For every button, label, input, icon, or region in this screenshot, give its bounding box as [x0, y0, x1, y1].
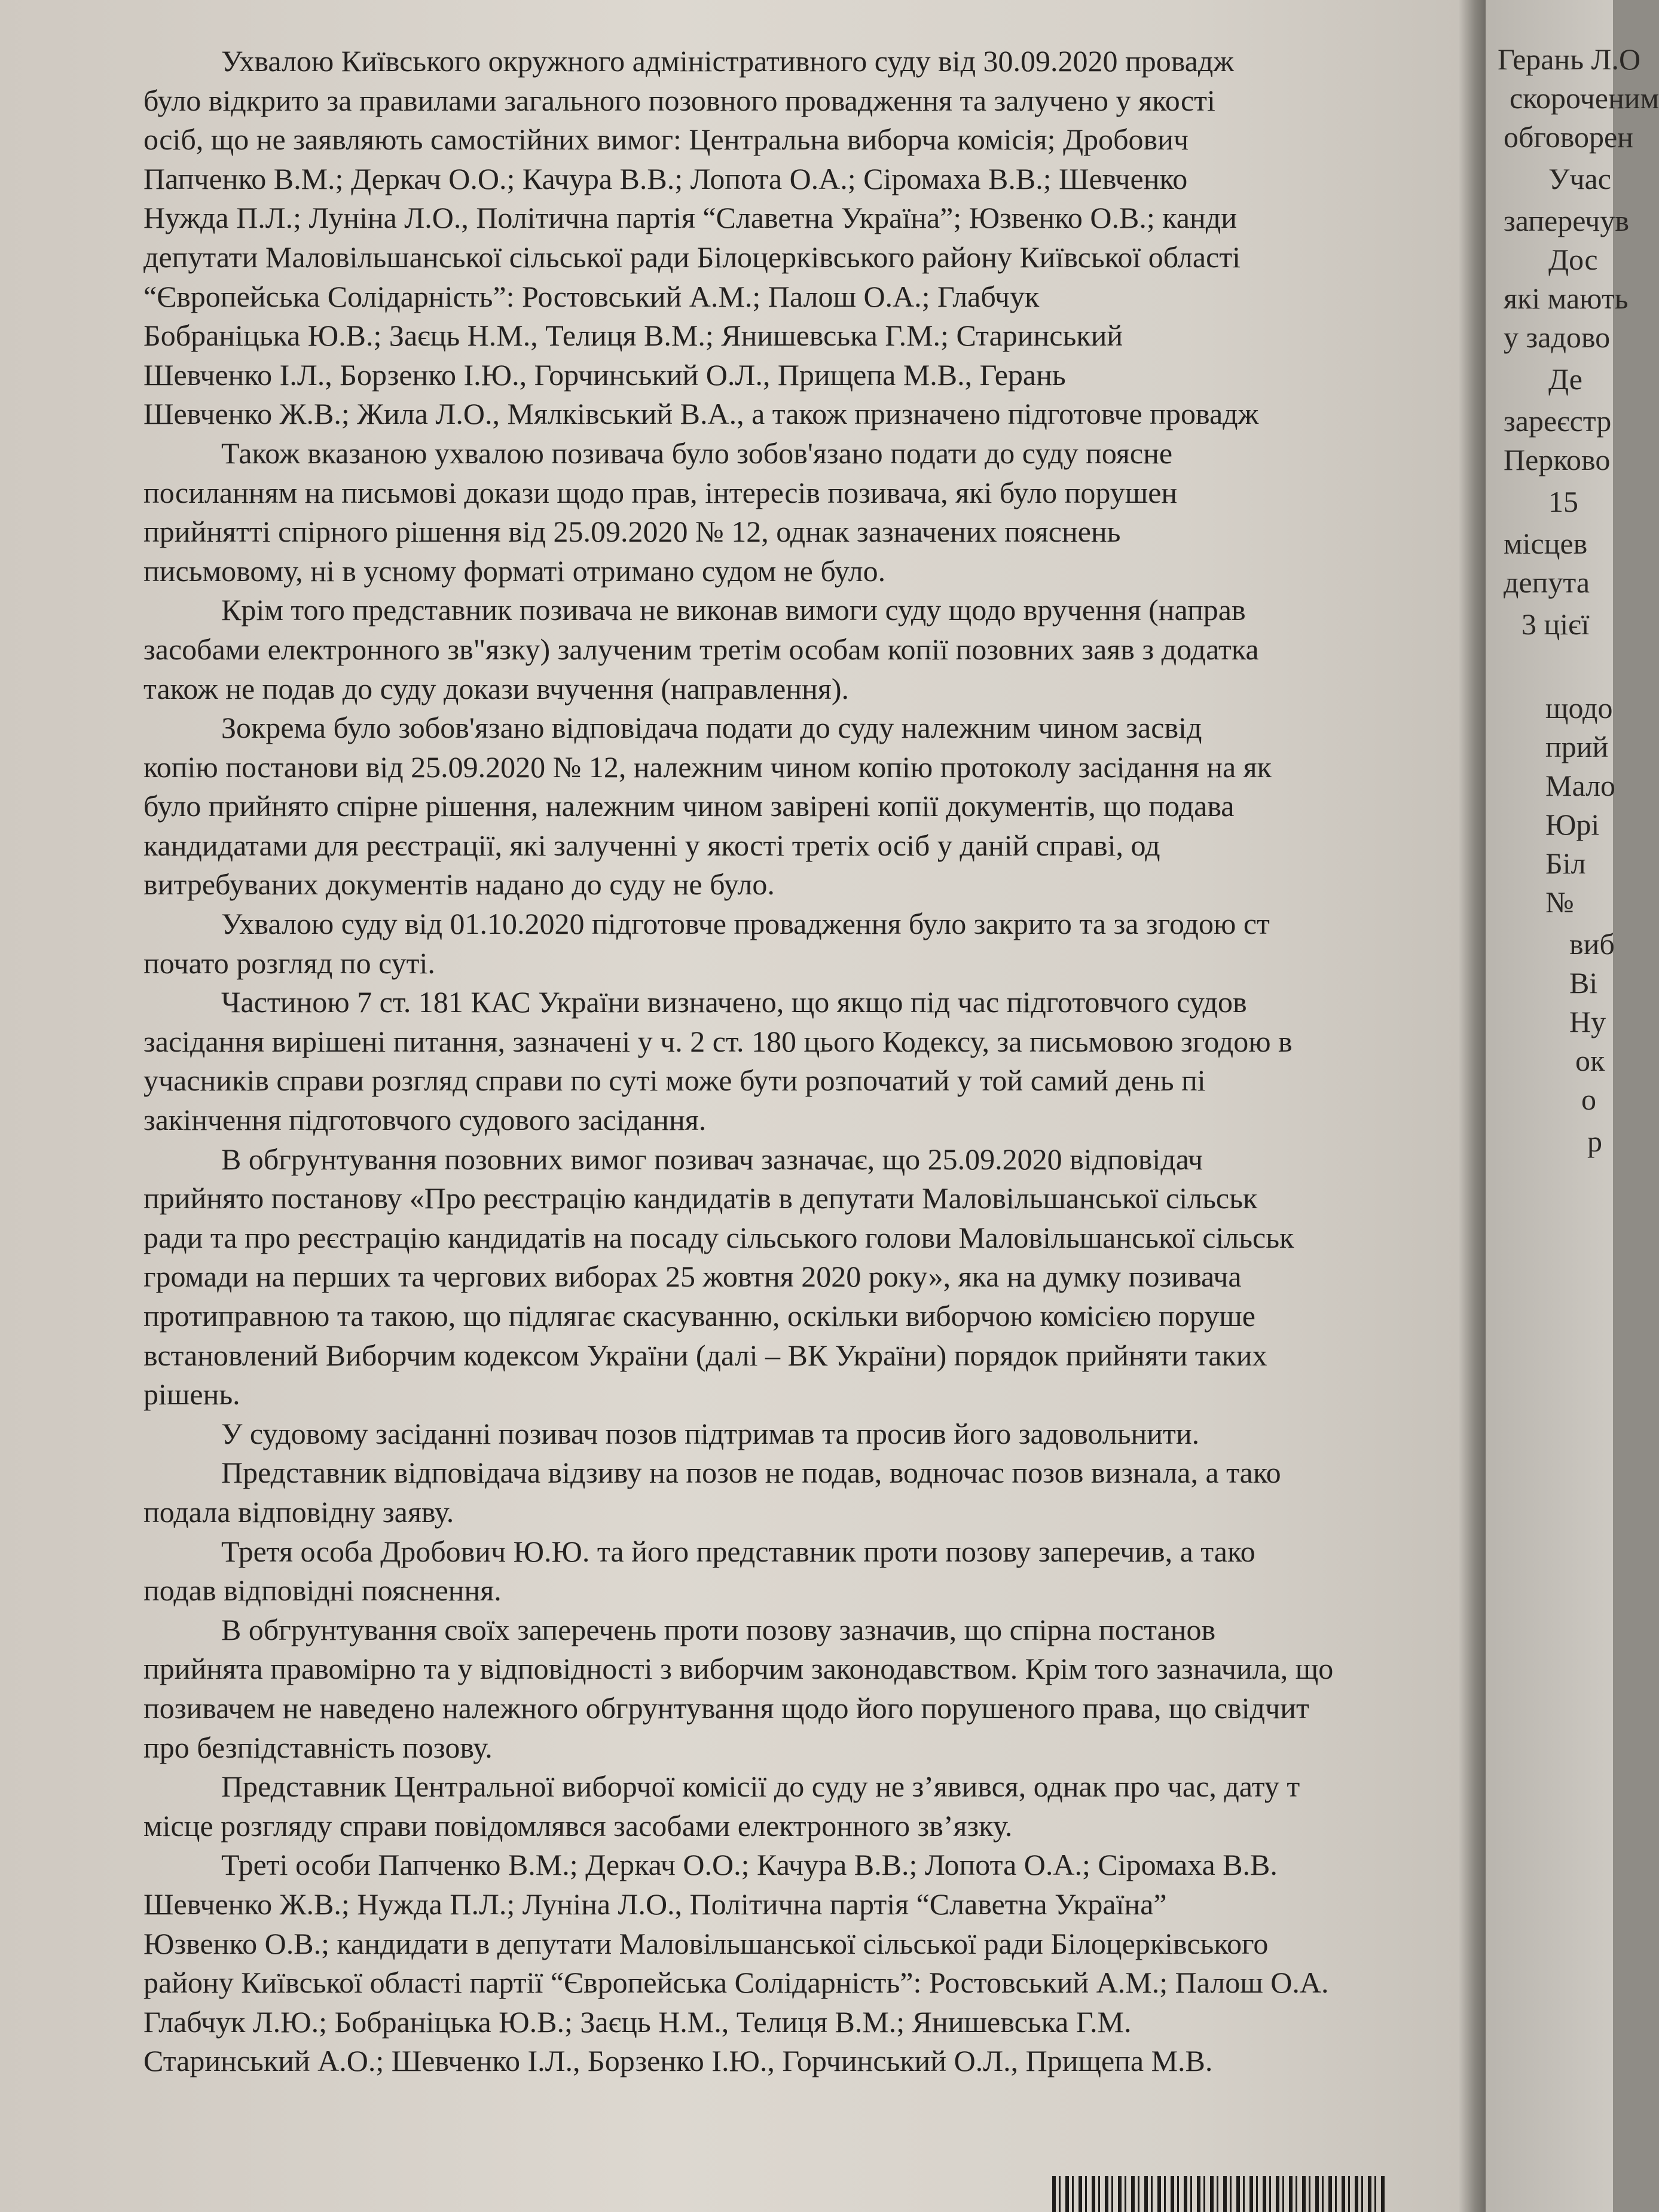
adjacent-page-fragment: щодо [1545, 691, 1613, 725]
adjacent-page-fragment: заперечув [1504, 204, 1629, 237]
adjacent-page-fragment: виб [1569, 927, 1615, 961]
paragraph-line: протиправною та такою, що підлягає скасуванню, оскільки виборчою комісією поруше [143, 1299, 1255, 1333]
paragraph-line: В обгрунтування позовних вимог позивач зазначає, що 25.09.2020 відповідач [221, 1142, 1203, 1176]
paragraph-line: копію постанови від 25.09.2020 № 12, належним чином копію протоколу засідання на як [143, 750, 1272, 784]
paragraph-line: району Київської області партії “Європейська Солідарність”: Ростовський А.М.; Палош О.А. [143, 1966, 1329, 2000]
adjacent-page-fragment: 3 цієї [1521, 607, 1590, 641]
paragraph-line: про безпідставність позову. [143, 1730, 493, 1764]
paragraph-line: встановлений Виборчим кодексом України (далі – ВК України) порядок прийняти таких [143, 1338, 1267, 1372]
adjacent-page-fragment: о [1581, 1083, 1596, 1116]
paragraph-line: учасників справи розгляд справи по суті може бути розпочатий у той самий день пі [143, 1064, 1206, 1098]
paragraph-line: закінчення підготовчого судового засідання. [143, 1103, 707, 1137]
adjacent-page-fragment: Ві [1569, 966, 1598, 1000]
paragraph-line: громади на перших та чергових виборах 25 жовтня 2020 року», яка на думку позивача [143, 1260, 1242, 1294]
paragraph-line: Бобраніцька Ю.В.; Заєць Н.М., Телиця В.М.; Янишевська Г.М.; Старинський [143, 319, 1123, 353]
paragraph-line: Юзвенко О.В.; кандидати в депутати Маловільшанської сільської ради Білоцерківського [143, 1926, 1269, 1960]
adjacent-page-fragment: Юрі [1545, 808, 1600, 841]
paragraph-line: Глабчук Л.Ю.; Бобраніцька Ю.В.; Заєць Н.М., Телиця В.М.; Янишевська Г.М. [143, 2005, 1132, 2039]
paragraph-line: прийнятті спірного рішення від 25.09.2020 № 12, однак зазначених пояснень [143, 515, 1121, 549]
paragraph-line: Треті особи Папченко В.М.; Деркач О.О.; Качура В.В.; Лопота О.А.; Сіромаха В.В. [221, 1848, 1278, 1882]
paragraph-line: позивачем не наведено належного обгрунтування щодо його порушеного права, що свідчит [143, 1691, 1309, 1725]
paragraph-line: В обгрунтування своїх заперечень проти позову зазначив, що спірна постанов [221, 1612, 1216, 1646]
page-gutter-shadow [1459, 0, 1486, 2212]
paragraph-line: осіб, що не заявляють самостійних вимог: Центральна виборча комісія; Дробович [143, 123, 1189, 157]
adjacent-page-fragment: Ну [1569, 1005, 1606, 1038]
adjacent-page-fragment: Де [1548, 362, 1582, 396]
paragraph-line: Третя особа Дробович Ю.Ю. та його представник проти позову заперечив, а тако [221, 1534, 1255, 1568]
paragraph-line: Шевченко Ж.В.; Нужда П.Л.; Луніна Л.О., Політична партія “Славетна Україна” [143, 1887, 1167, 1921]
paragraph-line: прийнята правомірно та у відповідності з виборчим законодавством. Крім того зазначила, що [143, 1652, 1334, 1686]
paragraph-line: Шевченко І.Л., Борзенко І.Ю., Горчинський О.Л., Прищепа М.В., Герань [143, 358, 1066, 392]
adjacent-page-fragment: ок [1575, 1044, 1605, 1077]
adjacent-page-fragment: Герань Л.О [1498, 42, 1641, 76]
paragraph-line: посиланням на письмові докази щодо прав, інтересів позивача, які було порушен [143, 475, 1178, 509]
adjacent-page-fragment: Перково [1504, 443, 1611, 476]
paragraph-line: депутати Маловільшанської сільської ради Білоцерківського району Київської області [143, 240, 1241, 274]
paragraph-line: письмовому, ні в усному форматі отримано судом не було. [143, 554, 886, 588]
paragraph-line: “Європейська Солідарність”: Ростовський А.М.; Палош О.А.; Глабчук [143, 279, 1040, 313]
adjacent-page-fragment: які мають [1504, 282, 1629, 315]
paragraph-line: місце розгляду справи повідомлявся засобами електронного зв’язку. [143, 1808, 1013, 1843]
adjacent-page-fragment: Дос [1548, 243, 1598, 276]
adjacent-page-fragment: депута [1504, 566, 1590, 599]
paragraph-line: У судовому засіданні позивач позов підтримав та просив його задовольнити. [221, 1416, 1200, 1450]
paragraph-line: ради та про реєстрацію кандидатів на посаду сільського голови Маловільшанської сільськ [143, 1220, 1294, 1254]
paragraph-line: Старинський А.О.; Шевченко І.Л., Борзенко І.Ю., Горчинський О.Л., Прищепа М.В. [143, 2044, 1213, 2078]
adjacent-page-fragment: Біл [1545, 847, 1586, 880]
adjacent-page-fragment: скороченим [1510, 81, 1659, 115]
barcode [1052, 2176, 1387, 2212]
paragraph-line: кандидатами для реєстрації, які залученні у якості третіх осіб у даній справі, од [143, 828, 1160, 862]
adjacent-page-fragment: 15 [1548, 485, 1578, 518]
adjacent-page-fragment: Учас [1548, 162, 1611, 195]
paragraph-line: Частиною 7 ст. 181 КАС України визначено, що якщо під час підготовчого судов [221, 985, 1247, 1019]
paragraph-line: Нужда П.Л.; Луніна Л.О., Політична партія “Славетна Україна”; Юзвенко О.В.; канди [143, 201, 1237, 235]
paragraph-line: Представник відповідача відзиву на позов не подав, водночас позов визнала, а тако [221, 1456, 1281, 1490]
paragraph-line: засідання вирішені питання, зазначені у ч. 2 ст. 180 цього Кодексу, за письмовою згодою в [143, 1024, 1293, 1058]
paragraph-line: Шевченко Ж.В.; Жила Л.О., Мялківський В.А., а також призначено підготовче провадж [143, 397, 1259, 431]
adjacent-page-fragment: Мало [1545, 769, 1616, 802]
adjacent-page-fragment: зареєстр [1504, 404, 1612, 438]
paragraph-line: також не подав до суду докази вчучення (направлення). [143, 671, 850, 705]
adjacent-page-fragment: обговорен [1504, 120, 1633, 154]
paragraph-line: витребуваних документів надано до суду не було. [143, 867, 775, 902]
paragraph-line: Представник Центральної виборчої комісії до суду не з’явився, однак про час, дату т [221, 1770, 1300, 1804]
paragraph-line: було відкрито за правилами загального позовного провадження та залучено у якості [143, 83, 1215, 117]
paragraph-line: Також вказаною ухвалою позивача було зобов'язано подати до суду поясне [221, 436, 1173, 470]
document-body [143, 42, 1459, 2081]
paragraph-line: засобами електронного зв"язку) залученим третім особам копії позовних заяв з додатка [143, 632, 1259, 666]
paragraph-line: рішень. [143, 1377, 240, 1411]
paragraph-line: подав відповідні пояснення. [143, 1574, 502, 1608]
paragraph-line: Зокрема було зобов'язано відповідача подати до суду належним чином засвід [221, 711, 1202, 745]
adjacent-page-fragment: у задово [1504, 320, 1611, 354]
paragraph-line: прийнято постанову «Про реєстрацію кандидатів в депутати Маловільшанської сільськ [143, 1181, 1258, 1215]
adjacent-page-fragment: прий [1545, 730, 1609, 763]
paragraph-line: було прийнято спірне рішення, належним чином завірені копії документів, що подава [143, 789, 1235, 823]
adjacent-page [1486, 0, 1659, 2212]
paragraph-line: Ухвалою суду від 01.10.2020 підготовче провадження було закрито та за згодою ст [221, 907, 1270, 941]
adjacent-page-fragment: № [1545, 885, 1574, 919]
paragraph-line: Ухвалою Київського окружного адміністративного суду від 30.09.2020 провадж [221, 44, 1234, 78]
paragraph-line: Крім того представник позивача не виконав вимоги суду щодо вручення (направ [221, 593, 1246, 627]
adjacent-page-fragment: місцев [1504, 527, 1588, 560]
paragraph-line: почато розгляд по суті. [143, 946, 435, 980]
paragraph-line: Папченко В.М.; Деркач О.О.; Качура В.В.; Лопота О.А.; Сіромаха В.В.; Шевченко [143, 161, 1188, 195]
adjacent-page-fragment: р [1587, 1125, 1602, 1158]
paragraph-line: подала відповідну заяву. [143, 1495, 454, 1529]
